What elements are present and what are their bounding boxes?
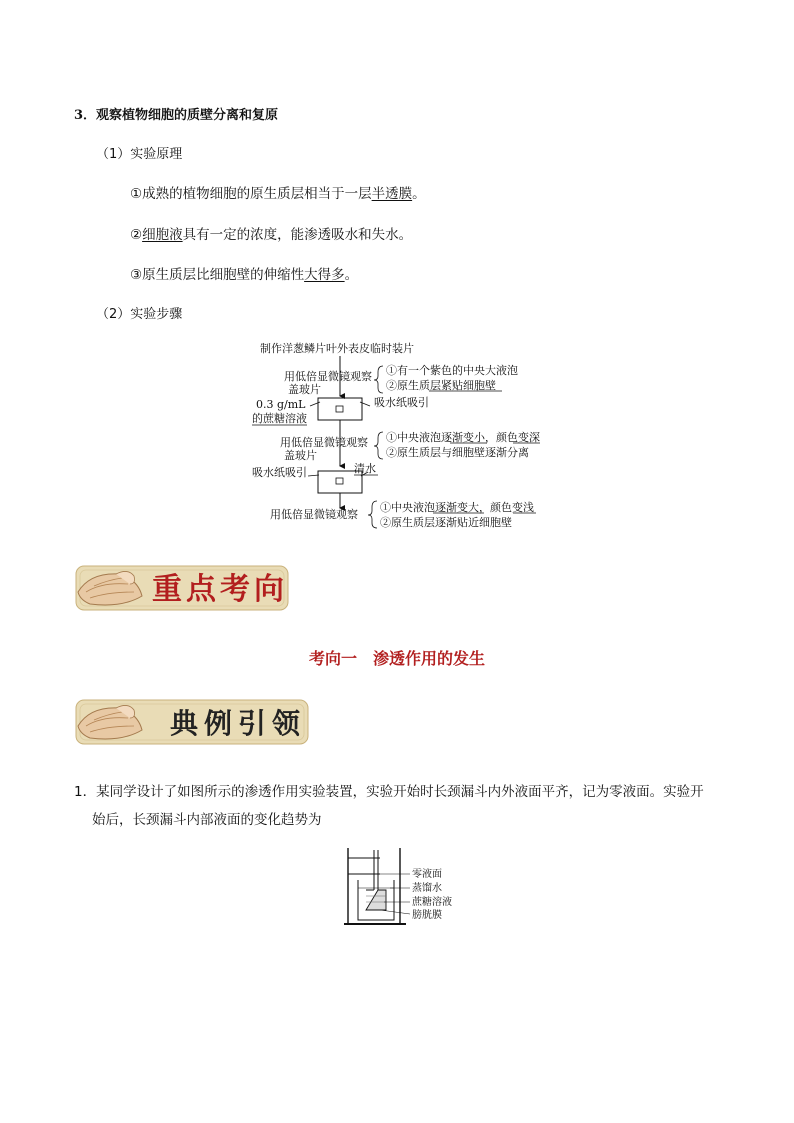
step-prepare-slide: 制作洋葱鳞片叶外表皮临时装片 <box>260 342 414 355</box>
banner-example-label: 典例引领 <box>170 707 307 740</box>
label-membrane: 膀胱膜 <box>412 910 442 921</box>
principle-1 <box>130 182 426 202</box>
question-1-line-1: 1．某同学设计了如图所示的渗透作用实验装置，实验开始时长颈漏斗内外液面平齐，记为零液面。实验开 <box>74 784 704 800</box>
absorbent-paper-label-1: 吸水纸吸引 <box>374 396 429 409</box>
principle-3-text: ③原生质层比细胞壁的伸缩性 <box>130 267 305 283</box>
sucrose-concentration: 0.3 g/mL <box>256 398 306 411</box>
observation-2b: ②原生质层与细胞壁逐渐分离 <box>386 446 529 459</box>
water-label: 清水 <box>354 462 376 475</box>
osmosis-apparatus-figure <box>340 844 464 932</box>
cover-glass-label-2: 盖玻片 <box>284 449 317 462</box>
principle-3-key: 大得多 <box>304 267 345 283</box>
banner-key-directions-label: 重点考向 <box>152 572 288 607</box>
principle-3-end: 。 <box>344 267 359 283</box>
brace-1 <box>374 366 383 393</box>
brace-3 <box>368 501 377 528</box>
observe-label-1: 用低倍显微镜观察 <box>284 370 372 383</box>
principle-3 <box>130 263 358 283</box>
principle-2-key: 细胞液 <box>142 227 183 243</box>
question-1 <box>74 778 734 834</box>
banner-key-directions <box>72 562 292 614</box>
question-1-line-2: 始后，长颈漏斗内部液面的变化趋势为 <box>92 812 322 828</box>
principle-1-text: ①成熟的植物细胞的原生质层相当于一层 <box>130 186 372 202</box>
observation-3a: ①中央液泡逐渐变大，颜色变浅 <box>380 501 534 514</box>
principle-2-text: ② <box>130 227 143 243</box>
observation-3b: ②原生质层逐渐贴近细胞壁 <box>380 516 512 529</box>
slide-box-1 <box>318 398 362 420</box>
brace-2 <box>374 432 383 459</box>
experiment-flowchart <box>240 338 550 533</box>
direction-title: 考向一 渗透作用的发生 <box>308 649 485 668</box>
principle-2-end: 具有一定的浓度，能渗透吸水和失水。 <box>182 227 413 243</box>
principle-2 <box>130 223 412 243</box>
principle-1-key: 半透膜 <box>371 186 413 202</box>
observe-label-3: 用低倍显微镜观察 <box>270 508 358 521</box>
label-zero-level: 零液面 <box>412 869 442 880</box>
banner-example <box>72 696 312 748</box>
label-distilled-water: 蒸馏水 <box>412 883 442 894</box>
subheading-steps: （2）实验步骤 <box>96 307 183 322</box>
subheading-principle: （1）实验原理 <box>96 147 183 162</box>
observe-label-2: 用低倍显微镜观察 <box>280 436 368 449</box>
principle-1-end: 。 <box>412 186 426 202</box>
observation-2a: ①中央液泡逐渐变小，颜色变深 <box>386 431 540 444</box>
absorbent-paper-label-2: 吸水纸吸引 <box>252 466 307 479</box>
label-sucrose-solution: 蔗糖溶液 <box>412 897 452 908</box>
section-heading: 3．观察植物细胞的质壁分离和复原 <box>74 108 279 123</box>
observation-1a: ①有一个紫色的中央大液泡 <box>386 364 518 377</box>
cover-glass-label-1: 盖玻片 <box>288 383 321 396</box>
observation-1b: ②原生质层紧贴细胞壁 <box>386 379 496 392</box>
sucrose-solution-label: 的蔗糖溶液 <box>252 412 307 425</box>
